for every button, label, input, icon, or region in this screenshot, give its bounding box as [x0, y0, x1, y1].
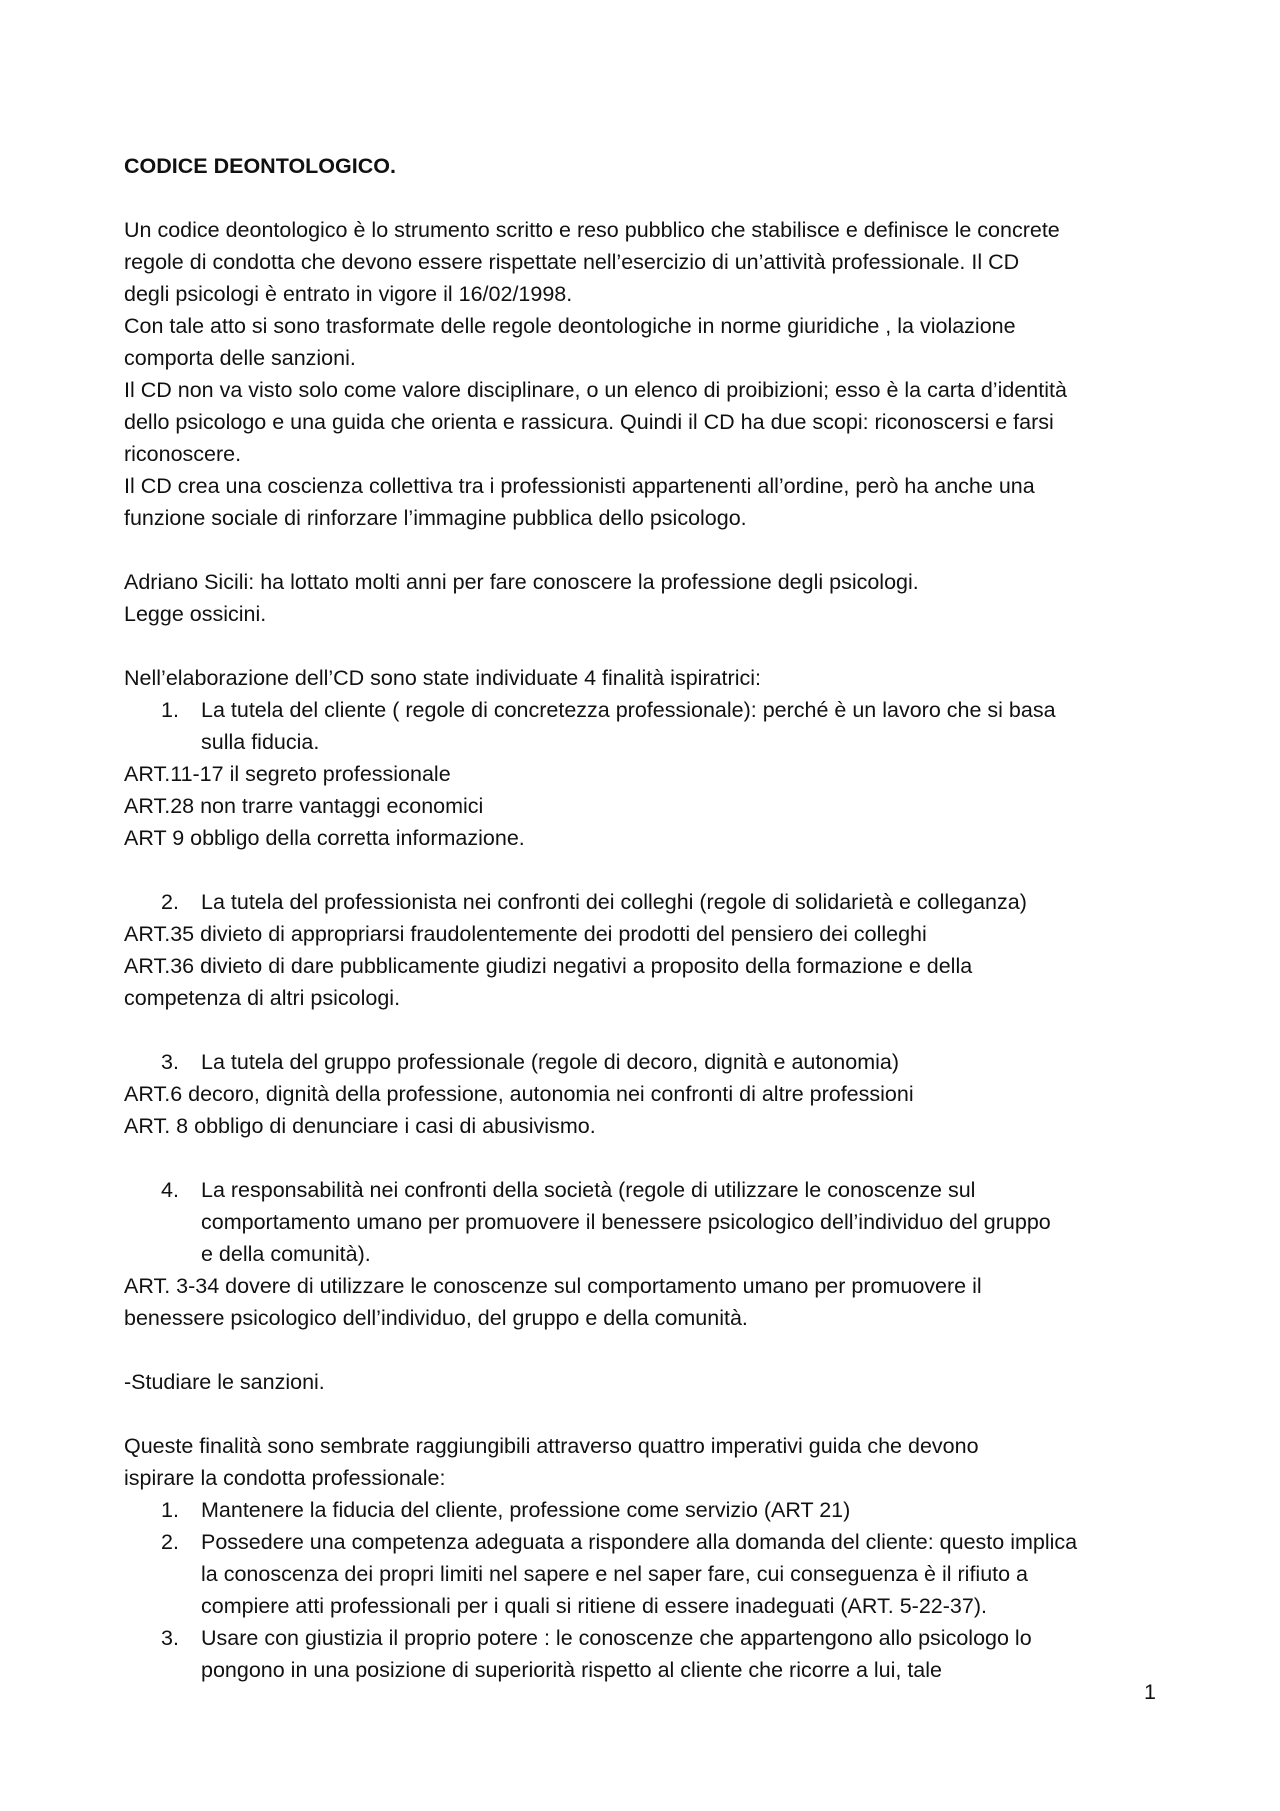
text-line: Il CD non va visto solo come valore disciplinare, o un elenco di proibizioni; esso è la carta d’identità: [124, 378, 1067, 402]
list-number: 2.: [161, 890, 179, 914]
text-line: degli psicologi è entrato in vigore il 16/02/1998.: [124, 282, 573, 306]
text-line: Con tale atto si sono trasformate delle regole deontologiche in norme giuridiche , la violazione: [124, 314, 1016, 338]
finalita-item-2: [124, 886, 1164, 1014]
text-line: comportamento umano per promuovere il benessere psicologico dell’individuo del gruppo: [201, 1210, 1051, 1234]
imperativo-item-2: [124, 1526, 1164, 1622]
text-line: Mantenere la fiducia del cliente, professione come servizio (ART 21): [201, 1498, 851, 1522]
article-line: ART 9 obbligo della corretta informazione.: [124, 826, 525, 850]
text-line: comporta delle sanzioni.: [124, 346, 356, 370]
text-line: Possedere una competenza adeguata a rispondere alla domanda del cliente: questo implica: [201, 1530, 1078, 1554]
text-line: La tutela del professionista nei confronti dei colleghi (regole di solidarietà e colleganza): [201, 890, 1027, 914]
document-page: [124, 150, 1164, 1686]
article-line: benessere psicologico dell’individuo, del gruppo e della comunità.: [124, 1306, 748, 1330]
list-item: [124, 694, 1164, 758]
text-line: riconoscere.: [124, 442, 242, 466]
finalita-item-4: [124, 1174, 1164, 1334]
finalita-intro: Nell’elaborazione dell’CD sono state individuate 4 finalità ispiratrici:: [124, 666, 761, 690]
article-line: ART.35 divieto di appropriarsi fraudolentemente dei prodotti del pensiero dei colleghi: [124, 922, 927, 946]
text-line: Il CD crea una coscienza collettiva tra i professionisti appartenenti all’ordine, però ha anche una: [124, 474, 1035, 498]
text-line: Queste finalità sono sembrate raggiungibili attraverso quattro imperativi guida che devono: [124, 1434, 979, 1458]
text-line: la conoscenza dei propri limiti nel sapere e nel saper fare, cui conseguenza è il rifiuto a: [201, 1562, 1029, 1586]
list-item: [124, 1174, 1164, 1270]
list-item: [124, 886, 1164, 918]
sanzioni-note: -Studiare le sanzioni.: [124, 1370, 325, 1394]
imperativo-item-1: [124, 1494, 1164, 1526]
article-line: ART.28 non trarre vantaggi economici: [124, 794, 484, 818]
text-line: Usare con giustizia il proprio potere : le conoscenze che appartengono allo psicologo lo: [201, 1626, 1032, 1650]
intro-paragraph: [124, 214, 1164, 534]
text-line: La responsabilità nei confronti della società (regole di utilizzare le conoscenze sul: [201, 1178, 976, 1202]
finalita-item-1: [124, 694, 1164, 854]
finalita-item-3: [124, 1046, 1164, 1142]
document-title: CODICE DEONTOLOGICO.: [124, 154, 396, 178]
article-line: ART.36 divieto di dare pubblicamente giudizi negativi a proposito della formazione e della: [124, 954, 973, 978]
text-line: dello psicologo e una guida che orienta e rassicura. Quindi il CD ha due scopi: riconoscersi e farsi: [124, 410, 1054, 434]
article-line: competenza di altri psicologi.: [124, 986, 401, 1010]
article-line: ART.11-17 il segreto professionale: [124, 762, 451, 786]
article-line: ART. 3-34 dovere di utilizzare le conoscenze sul comportamento umano per promuovere il: [124, 1274, 982, 1298]
list-number: 3.: [161, 1626, 179, 1650]
text-line: Un codice deontologico è lo strumento scritto e reso pubblico che stabilisce e definisce le concrete: [124, 218, 1060, 242]
list-number: 1.: [161, 698, 179, 722]
text-line: pongono in una posizione di superiorità rispetto al cliente che ricorre a lui, tale: [201, 1658, 942, 1682]
list-item: [124, 1046, 1164, 1078]
text-line: Legge ossicini.: [124, 602, 267, 626]
text-line: Adriano Sicili: ha lottato molti anni per fare conoscere la professione degli psicologi.: [124, 570, 919, 594]
article-line: ART. 8 obbligo di denunciare i casi di abusivismo.: [124, 1114, 596, 1138]
text-line: ispirare la condotta professionale:: [124, 1466, 446, 1490]
imperativo-item-3: [124, 1622, 1164, 1686]
list-number: 1.: [161, 1498, 179, 1522]
text-line: regole di condotta che devono essere rispettate nell’esercizio di un’attività professionale. Il CD: [124, 250, 1020, 274]
list-number: 3.: [161, 1050, 179, 1074]
imperativi-intro: [124, 1430, 1164, 1494]
text-line: e della comunità).: [201, 1242, 371, 1266]
article-line: ART.6 decoro, dignità della professione, autonomia nei confronti di altre professioni: [124, 1082, 914, 1106]
text-line: La tutela del cliente ( regole di concretezza professionale): perché è un lavoro che si basa: [201, 698, 1056, 722]
text-line: La tutela del gruppo professionale (regole di decoro, dignità e autonomia): [201, 1050, 900, 1074]
list-number: 4.: [161, 1178, 179, 1202]
text-line: compiere atti professionali per i quali si ritiene di essere inadeguati (ART. 5-22-37).: [201, 1594, 987, 1618]
page-number: 1: [1144, 1680, 1156, 1704]
list-number: 2.: [161, 1530, 179, 1554]
sicili-paragraph: [124, 566, 1164, 630]
text-line: funzione sociale di rinforzare l’immagine pubblica dello psicologo.: [124, 506, 747, 530]
text-line: sulla fiducia.: [201, 730, 320, 754]
